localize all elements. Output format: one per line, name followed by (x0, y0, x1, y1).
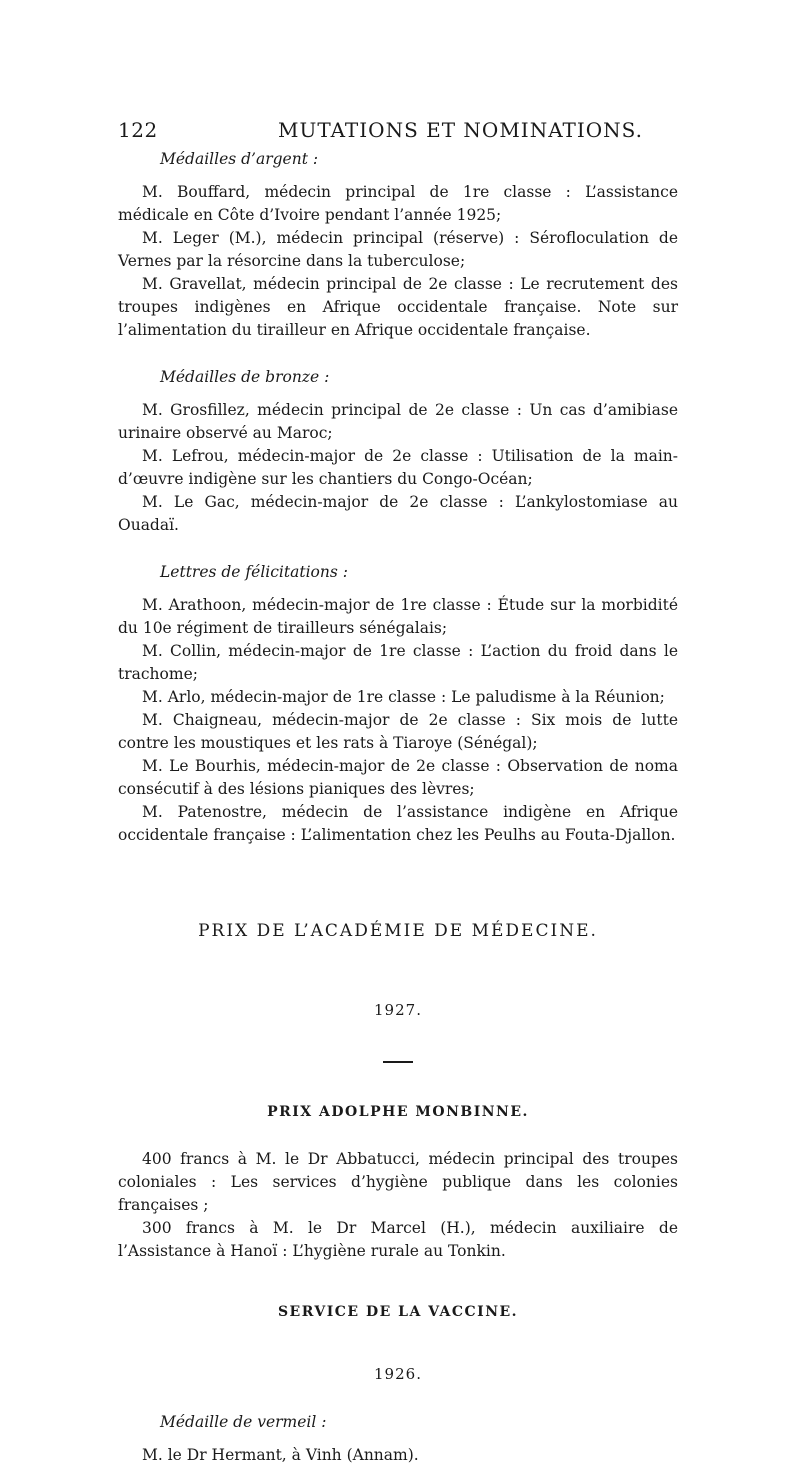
list-item: M. le Dr Hermant, à Vinh (Annam). (142, 1446, 419, 1464)
section-lettres-felicitations (118, 561, 678, 847)
page-header (118, 118, 678, 148)
section-year: 1926. (374, 1365, 422, 1383)
list-item: M. Grosfillez, médecin principal de 2e classe : Un cas d’amibiase urinaire observé au Maroc; (118, 401, 678, 442)
list-item: M. Arathoon, médecin-major de 1re classe : Étude sur la morbidité du 10e régiment de tirailleurs sénégalais; (118, 596, 678, 637)
section-heading: Médailles d’argent : (160, 150, 319, 168)
section-subtitle: PRIX ADOLPHE MONBINNE. (267, 1104, 529, 1120)
running-title: MUTATIONS ET NOMINATIONS. (278, 118, 644, 142)
list-item: M. Patenostre, médecin de l’assistance indigène en Afrique occidentale française : L’alimentation chez les Peulhs au Fouta-Djallon. (118, 803, 678, 844)
section-prix-academie (118, 920, 678, 1263)
list-item: M. Lefrou, médecin-major de 2e classe : Utilisation de la main-d’œuvre indigène sur les chantiers du Congo-Océan; (118, 447, 678, 488)
list-item: M. Chaigneau, médecin-major de 2e classe : Six mois de lutte contre les moustiques et les rats à Tiaroye (Sénégal); (118, 711, 678, 752)
list-item: M. Arlo, médecin-major de 1re classe : Le paludisme à la Réunion; (142, 688, 665, 706)
list-item: M. Leger (M.), médecin principal (réserve) : Sérofloculation de Vernes par la résorcine dans la tuberculose; (118, 229, 678, 270)
section-heading: Médailles de bronze : (160, 368, 330, 386)
section-service-vaccine (118, 1301, 678, 1467)
section-heading: Lettres de félicitations : (160, 563, 348, 581)
list-item: 300 francs à M. le Dr Marcel (H.), médecin auxiliaire de l’Assistance à Hanoï : L’hygiène rurale au Tonkin. (118, 1219, 678, 1260)
page-content (118, 148, 678, 1467)
list-item: M. Bouffard, médecin principal de 1re classe : L’assistance médicale en Côte d’Ivoire pendant l’année 1925; (118, 183, 678, 224)
list-item: 400 francs à M. le Dr Abbatucci, médecin principal des troupes coloniales : Les services d’hygiène publique dans les colonies françaises ; (118, 1150, 678, 1214)
list-item: M. Gravellat, médecin principal de 2e classe : Le recrutement des troupes indigènes en Afrique occidentale française. Note sur l’alimentation du tirailleur en Afrique occidentale française. (118, 275, 678, 339)
list-item: M. Collin, médecin-major de 1re classe : L’action du froid dans le trachome; (118, 642, 678, 683)
section-medailles-bronze (118, 366, 678, 537)
section-title: PRIX DE L’ACADÉMIE DE MÉDECINE. (198, 921, 598, 941)
section-title: SERVICE DE LA VACCINE. (277, 1304, 519, 1320)
section-year: 1927. (374, 1001, 422, 1019)
page-number: 122 (118, 118, 158, 142)
section-heading: Médaille de vermeil : (160, 1413, 327, 1431)
section-medailles-argent (118, 148, 678, 342)
list-item: M. Le Gac, médecin-major de 2e classe : L’ankylostomiase au Ouadaï. (118, 493, 678, 534)
list-item: M. Le Bourhis, médecin-major de 2e classe : Observation de noma consécutif à des lésions pianiques des lèvres; (118, 757, 678, 798)
